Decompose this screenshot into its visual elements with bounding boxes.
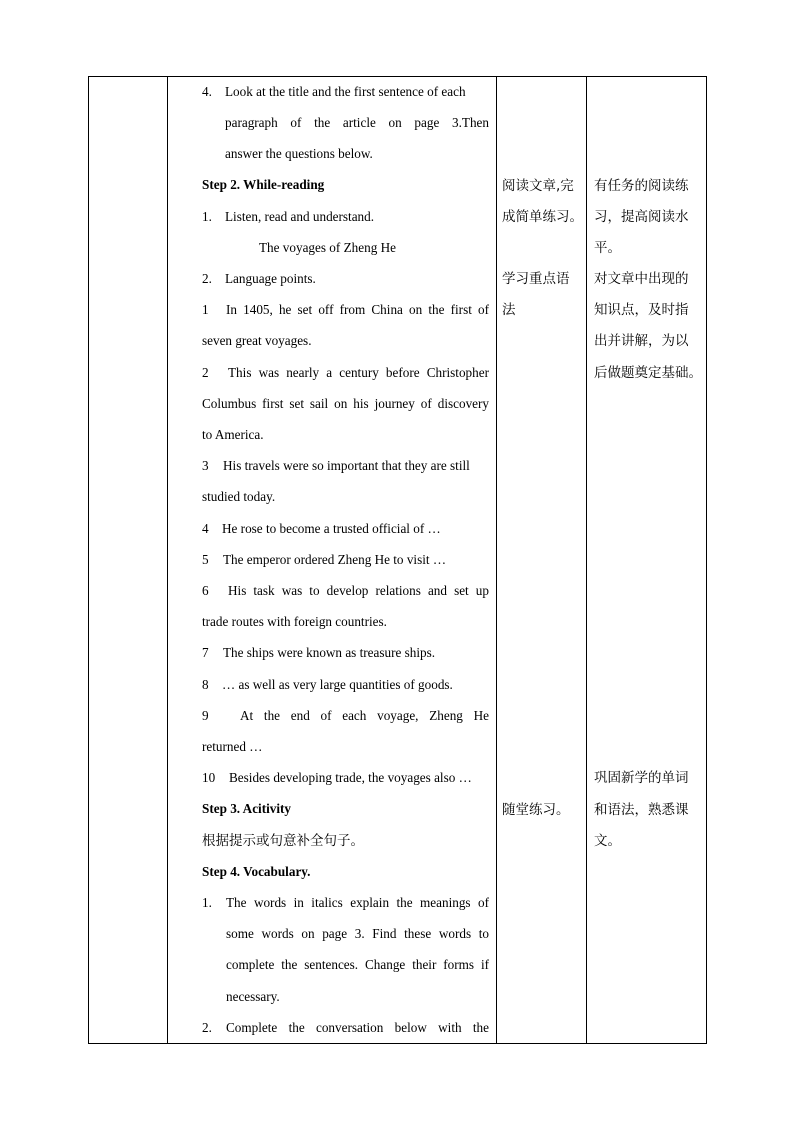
activity-grammar-line2: 法 — [502, 302, 516, 318]
column-divider-1 — [167, 76, 168, 1044]
point-line: trade routes with foreign countries. — [202, 614, 387, 629]
point-line: His travels were so important that they are still — [223, 458, 470, 473]
vocab1-line3: complete the sentences. Change their forms if — [226, 957, 489, 972]
lesson-plan-table — [88, 76, 707, 1044]
vocab2-number: 2. — [202, 1020, 212, 1035]
point-line: … as well as very large quantities of goods. — [222, 677, 453, 692]
column-divider-2 — [496, 76, 497, 1044]
table-bottom-border — [88, 1043, 707, 1044]
point-number: 2 — [202, 365, 209, 380]
point-line: At the end of each voyage, Zheng He — [240, 708, 489, 723]
point-number: 7 — [202, 645, 209, 660]
table-top-border — [88, 76, 707, 77]
while-item2-text: Language points. — [225, 271, 316, 286]
point-line: Besides developing trade, the voyages also … — [229, 770, 472, 785]
point-line: returned … — [202, 739, 263, 754]
activity-read-line1: 阅读文章,完 — [502, 178, 574, 194]
intent-reading-line3: 平。 — [594, 240, 621, 256]
table-right-border — [706, 76, 707, 1044]
step3-instruction: 根据提示或句意补全句子。 — [202, 833, 364, 849]
while-item1-text: Listen, read and understand. — [225, 209, 375, 224]
item4-line3: answer the questions below. — [225, 146, 373, 161]
vocab1-line2: some words on page 3. Find these words to — [226, 926, 489, 941]
vocab2-line1: Complete the conversation below with the — [226, 1020, 489, 1035]
intent-points-line4: 后做题奠定基础。 — [594, 365, 702, 381]
while-item2-number: 2. — [202, 271, 212, 286]
point-line: His task was to develop relations and set up — [228, 583, 489, 598]
passage-title: The voyages of Zheng He — [259, 240, 396, 255]
point-line: In 1405, he set off from China on the first of — [226, 302, 489, 317]
activity-grammar-line1: 学习重点语 — [502, 271, 570, 287]
vocab1-line4: necessary. — [226, 989, 280, 1004]
intent-review-line3: 文。 — [594, 833, 621, 849]
step4-heading: Step 4. Vocabulary. — [202, 864, 311, 879]
item4-line1: Look at the title and the first sentence of each — [225, 84, 466, 99]
activity-read-line2: 成简单练习。 — [502, 209, 583, 225]
table-left-border — [88, 76, 89, 1044]
point-number: 10 — [202, 770, 216, 785]
item4-line2: paragraph of the article on page 3.Then — [225, 115, 489, 130]
point-number: 4 — [202, 521, 209, 536]
intent-review-line2: 和语法，熟悉课 — [594, 802, 689, 818]
point-number: 6 — [202, 583, 209, 598]
point-line: studied today. — [202, 489, 276, 504]
intent-reading-line1: 有任务的阅读练 — [594, 178, 689, 194]
point-number: 8 — [202, 677, 209, 692]
vocab1-number: 1. — [202, 895, 212, 910]
point-number: 3 — [202, 458, 209, 473]
point-number: 9 — [202, 708, 209, 723]
point-line: to America. — [202, 427, 264, 442]
point-line: He rose to become a trusted official of … — [222, 521, 441, 536]
item4-number: 4. — [202, 84, 212, 99]
point-line: The emperor ordered Zheng He to visit … — [223, 552, 447, 567]
while-item1-number: 1. — [202, 209, 212, 224]
activity-practice: 随堂练习。 — [502, 802, 570, 818]
intent-review-line1: 巩固新学的单词 — [594, 770, 689, 786]
intent-points-line2: 知识点，及时指 — [594, 302, 689, 318]
point-number: 1 — [202, 302, 209, 317]
step3-heading: Step 3. Acitivity — [202, 801, 292, 816]
column-divider-3 — [586, 76, 587, 1044]
point-line: The ships were known as treasure ships. — [223, 645, 436, 660]
vocab1-line1: The words in italics explain the meanings of — [226, 895, 489, 910]
point-number: 5 — [202, 552, 209, 567]
intent-points-line3: 出并讲解，为以 — [594, 333, 689, 349]
step2-heading: Step 2. While-reading — [202, 177, 325, 192]
point-line: This was nearly a century before Christopher — [228, 365, 489, 380]
intent-points-line1: 对文章中出现的 — [594, 271, 689, 287]
point-line: seven great voyages. — [202, 333, 312, 348]
intent-reading-line2: 习，提高阅读水 — [594, 209, 689, 225]
point-line: Columbus first set sail on his journey of discovery — [202, 396, 489, 411]
